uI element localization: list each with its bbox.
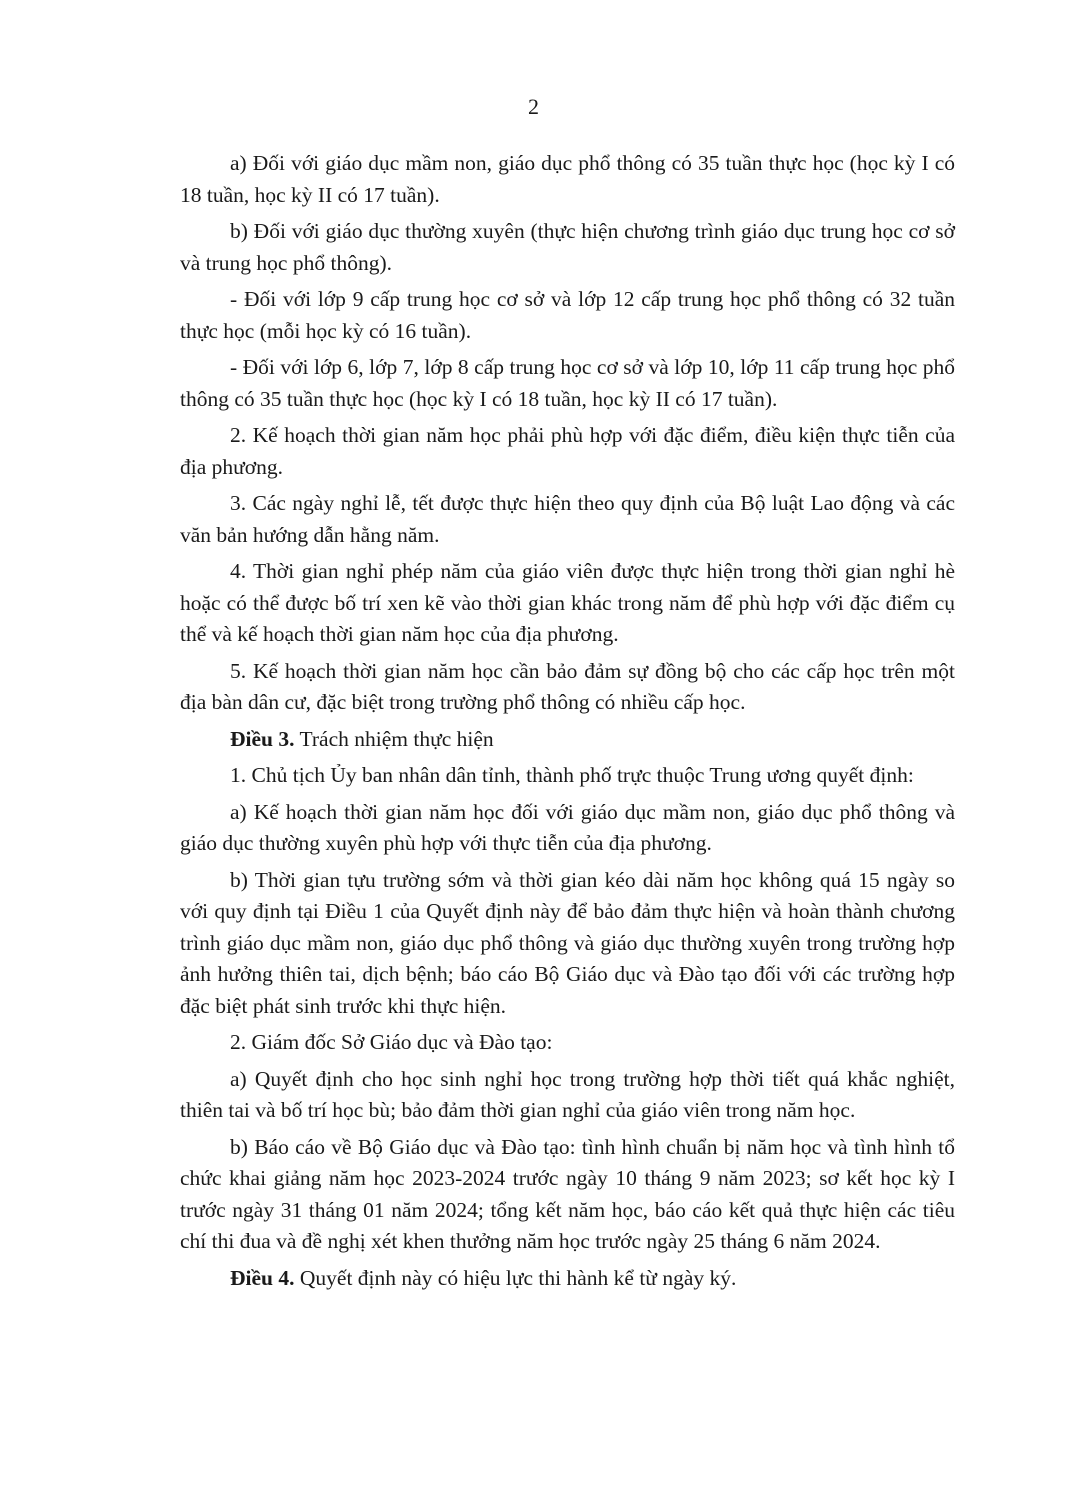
article-4-text: Quyết định này có hiệu lực thi hành kể từ ngày ký. (294, 1265, 737, 1290)
article-3-clause-1a: a) Kế hoạch thời gian năm học đối với giáo dục mầm non, giáo dục phổ thông và giáo dục thường xuyên phù hợp với thực tiễn của địa phương. (180, 799, 955, 855)
article-3-title: Trách nhiệm thực hiện (294, 726, 494, 751)
article-3-clause-1: 1. Chủ tịch Ủy ban nhân dân tỉnh, thành phố trực thuộc Trung ương quyết định: (230, 763, 914, 787)
article-3-clause-1b: b) Thời gian tựu trường sớm và thời gian kéo dài năm học không quá 15 ngày so với quy định tại Điều 1 của Quyết định này để bảo đảm thực hiện và hoàn thành chương trình giáo dục mầm non, giáo dục phổ thông và giáo dục thường xuyên trong trường hợp ảnh hưởng thiên tai, dịch bệnh; báo cáo Bộ Giáo dục và Đào tạo đối với các trường hợp đặc biệt phát sinh trước khi thực hiện. (180, 867, 955, 1018)
article-4-label: Điều 4. (230, 1265, 295, 1290)
article-3-heading-line (180, 724, 955, 756)
document-body (180, 148, 955, 1299)
article-3-label: Điều 3. (230, 726, 295, 751)
article-3-clause-2: 2. Giám đốc Sở Giáo dục và Đào tạo: (230, 1030, 553, 1054)
article-4-line (180, 1263, 955, 1295)
paragraph-4: 4. Thời gian nghỉ phép năm của giáo viên được thực hiện trong thời gian nghỉ hè hoặc có thể được bố trí xen kẽ vào thời gian khác trong năm để phù hợp với đặc điểm cụ thể và kế hoạch thời gian năm học của địa phương. (180, 559, 955, 646)
page-number: 2 (528, 94, 539, 119)
paragraph-2: 2. Kế hoạch thời gian năm học phải phù hợp với đặc điểm, điều kiện thực tiễn của địa phương. (180, 423, 955, 479)
paragraph-3: 3. Các ngày nghỉ lễ, tết được thực hiện theo quy định của Bộ luật Lao động và các văn bản hướng dẫn hằng năm. (180, 491, 955, 547)
paragraph-1b-grade9-12: - Đối với lớp 9 cấp trung học cơ sở và lớp 12 cấp trung học phổ thông có 32 tuần thực học (mỗi học kỳ có 16 tuần). (180, 287, 955, 343)
paragraph-1b-grade6-11: - Đối với lớp 6, lớp 7, lớp 8 cấp trung học cơ sở và lớp 10, lớp 11 cấp trung học phổ thông có 35 tuần thực học (học kỳ I có 18 tuần, học kỳ II có 17 tuần). (180, 355, 955, 411)
paragraph-1a: a) Đối với giáo dục mầm non, giáo dục phổ thông có 35 tuần thực học (học kỳ I có 18 tuần, học kỳ II có 17 tuần). (180, 151, 955, 207)
paragraph-5: 5. Kế hoạch thời gian năm học cần bảo đảm sự đồng bộ cho các cấp học trên một địa bàn dân cư, đặc biệt trong trường phổ thông có nhiều cấp học. (180, 658, 955, 714)
article-3-clause-2b: b) Báo cáo về Bộ Giáo dục và Đào tạo: tình hình chuẩn bị năm học và tình hình tổ chức khai giảng năm học 2023-2024 trước ngày 10 tháng 9 năm 2023; sơ kết học kỳ I trước ngày 31 tháng 01 năm 2024; tổng kết năm học, báo cáo kết quả thực hiện các tiêu chí thi đua và đề nghị xét khen thưởng năm học trước ngày 25 tháng 6 năm 2024. (180, 1134, 955, 1253)
article-3-clause-2a: a) Quyết định cho học sinh nghỉ học trong trường hợp thời tiết quá khắc nghiệt, thiên tai và bố trí học bù; bảo đảm thời gian nghỉ của giáo viên trong năm học. (180, 1066, 955, 1122)
paragraph-1b: b) Đối với giáo dục thường xuyên (thực hiện chương trình giáo dục trung học cơ sở và trung học phổ thông). (180, 219, 955, 275)
